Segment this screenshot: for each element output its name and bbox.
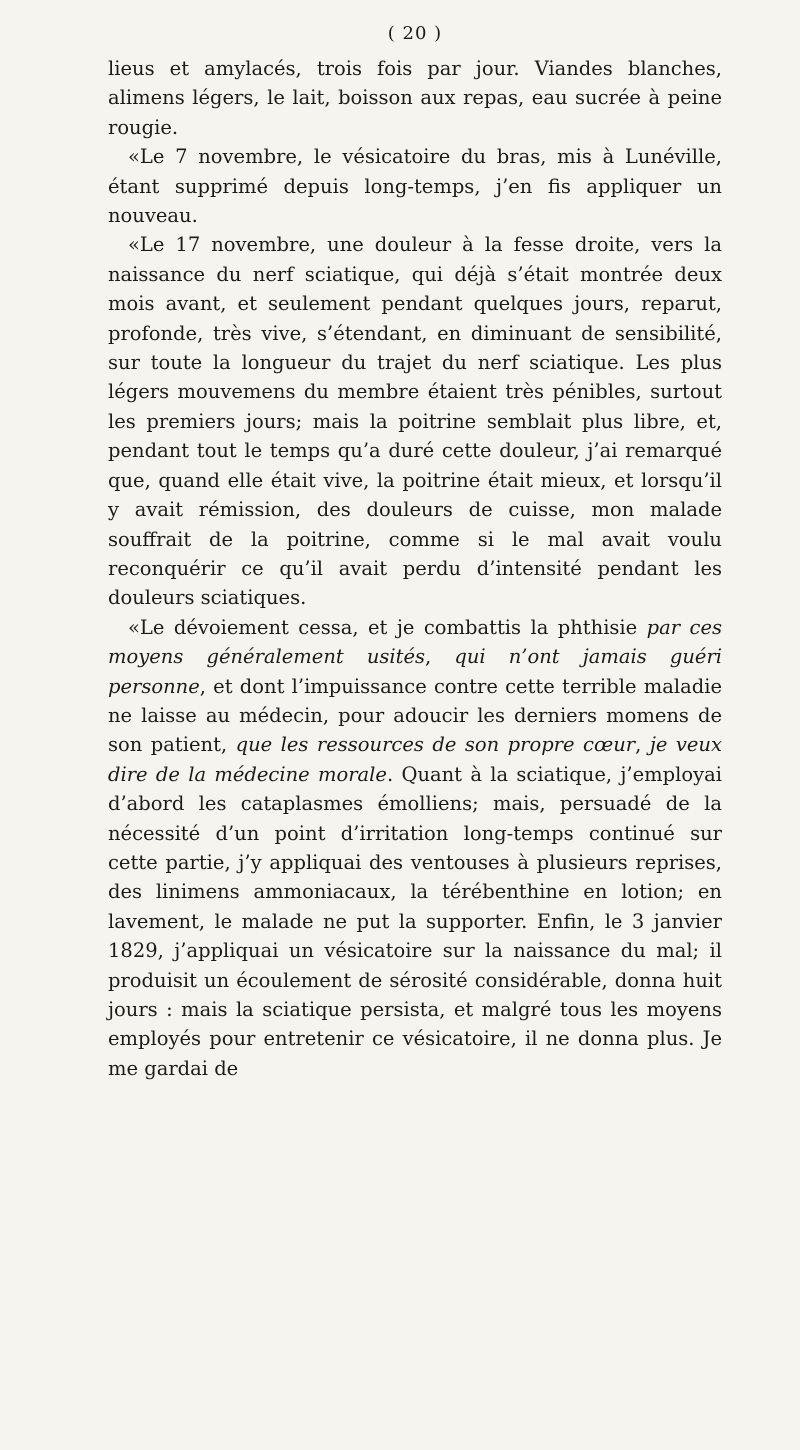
text-segment: «Le dévoiement cessa, et je combattis la phthisie bbox=[128, 615, 647, 639]
italic-phrase: par ces moyens généralement usités bbox=[108, 615, 722, 669]
paragraph-p1 bbox=[108, 54, 722, 142]
italic-phrase: qui n’ont jamais guéri personne bbox=[108, 645, 722, 698]
text-segment: lieus et amylacés, trois fois par jour. Viandes blanches, alimens légers, le lait, boisson aux repas, eau sucrée à peine rougie. bbox=[108, 57, 722, 139]
text-segment: , et dont l’impuissance contre cette terrible maladie ne laisse au médecin, pour adoucir les derniers momens de son patient, bbox=[108, 674, 722, 757]
text-segment: . Quant à la sciatique, j’employai d’abord les cataplasmes émolliens; mais, persuadé de la nécessité d’un point d’irritation long-temps continué sur cette partie, j’y appliquai des ventouses à plusieurs reprises, des linimens ammoniacaux, la térébenthine en lotion; en lavement, le malade ne put la supporter. Enfin, le 3 janvier 1829, j’appliquai un vésicatoire sur la naissance du mal; il produisit un écoulement de sérosité considérable, donna huit jours : mais la sciatique persista, et malgré tous les moyens employés pour entretenir ce vésicatoire, il ne donna plus. Je me gardai de bbox=[108, 762, 722, 1080]
page-number: ( 20 ) bbox=[387, 23, 443, 44]
paragraph-p3 bbox=[108, 230, 722, 612]
paragraph-p2 bbox=[108, 142, 722, 230]
text-segment: «Le 7 novembre, le vésicatoire du bras, mis à Lunéville, étant supprimé depuis long-temps, j’en fis appliquer un nouveau. bbox=[108, 145, 722, 228]
book-page bbox=[108, 22, 722, 1083]
body-text bbox=[108, 54, 722, 1083]
text-segment: , bbox=[425, 645, 455, 669]
text-segment: , bbox=[635, 733, 650, 757]
text-segment: «Le 17 novembre, une douleur à la fesse droite, vers la naissance du nerf sciatique, qui déjà s’était montrée deux mois avant, et seulement pendant quelques jours, reparut, profonde, très vive, s’étendant, en diminuant de sensibilité, sur toute la longueur du trajet du nerf sciatique. Les plus légers mouvemens du membre étaient très pénibles, surtout les premiers jours; mais la poitrine semblait plus libre, et, pendant tout le temps qu’a duré cette douleur, j’ai remarqué que, quand elle était vive, la poitrine était mieux, et lorsqu’il y avait rémission, des douleurs de cuisse, mon malade souffrait de la poitrine, comme si le mal avait voulu reconquérir ce qu’il avait perdu d’intensité pendant les douleurs sciatiques. bbox=[108, 233, 722, 610]
italic-phrase: que les ressources de son propre cœur bbox=[235, 733, 636, 757]
italic-phrase: je veux dire de la médecine morale bbox=[108, 733, 722, 786]
paragraph-p4 bbox=[108, 613, 722, 1084]
